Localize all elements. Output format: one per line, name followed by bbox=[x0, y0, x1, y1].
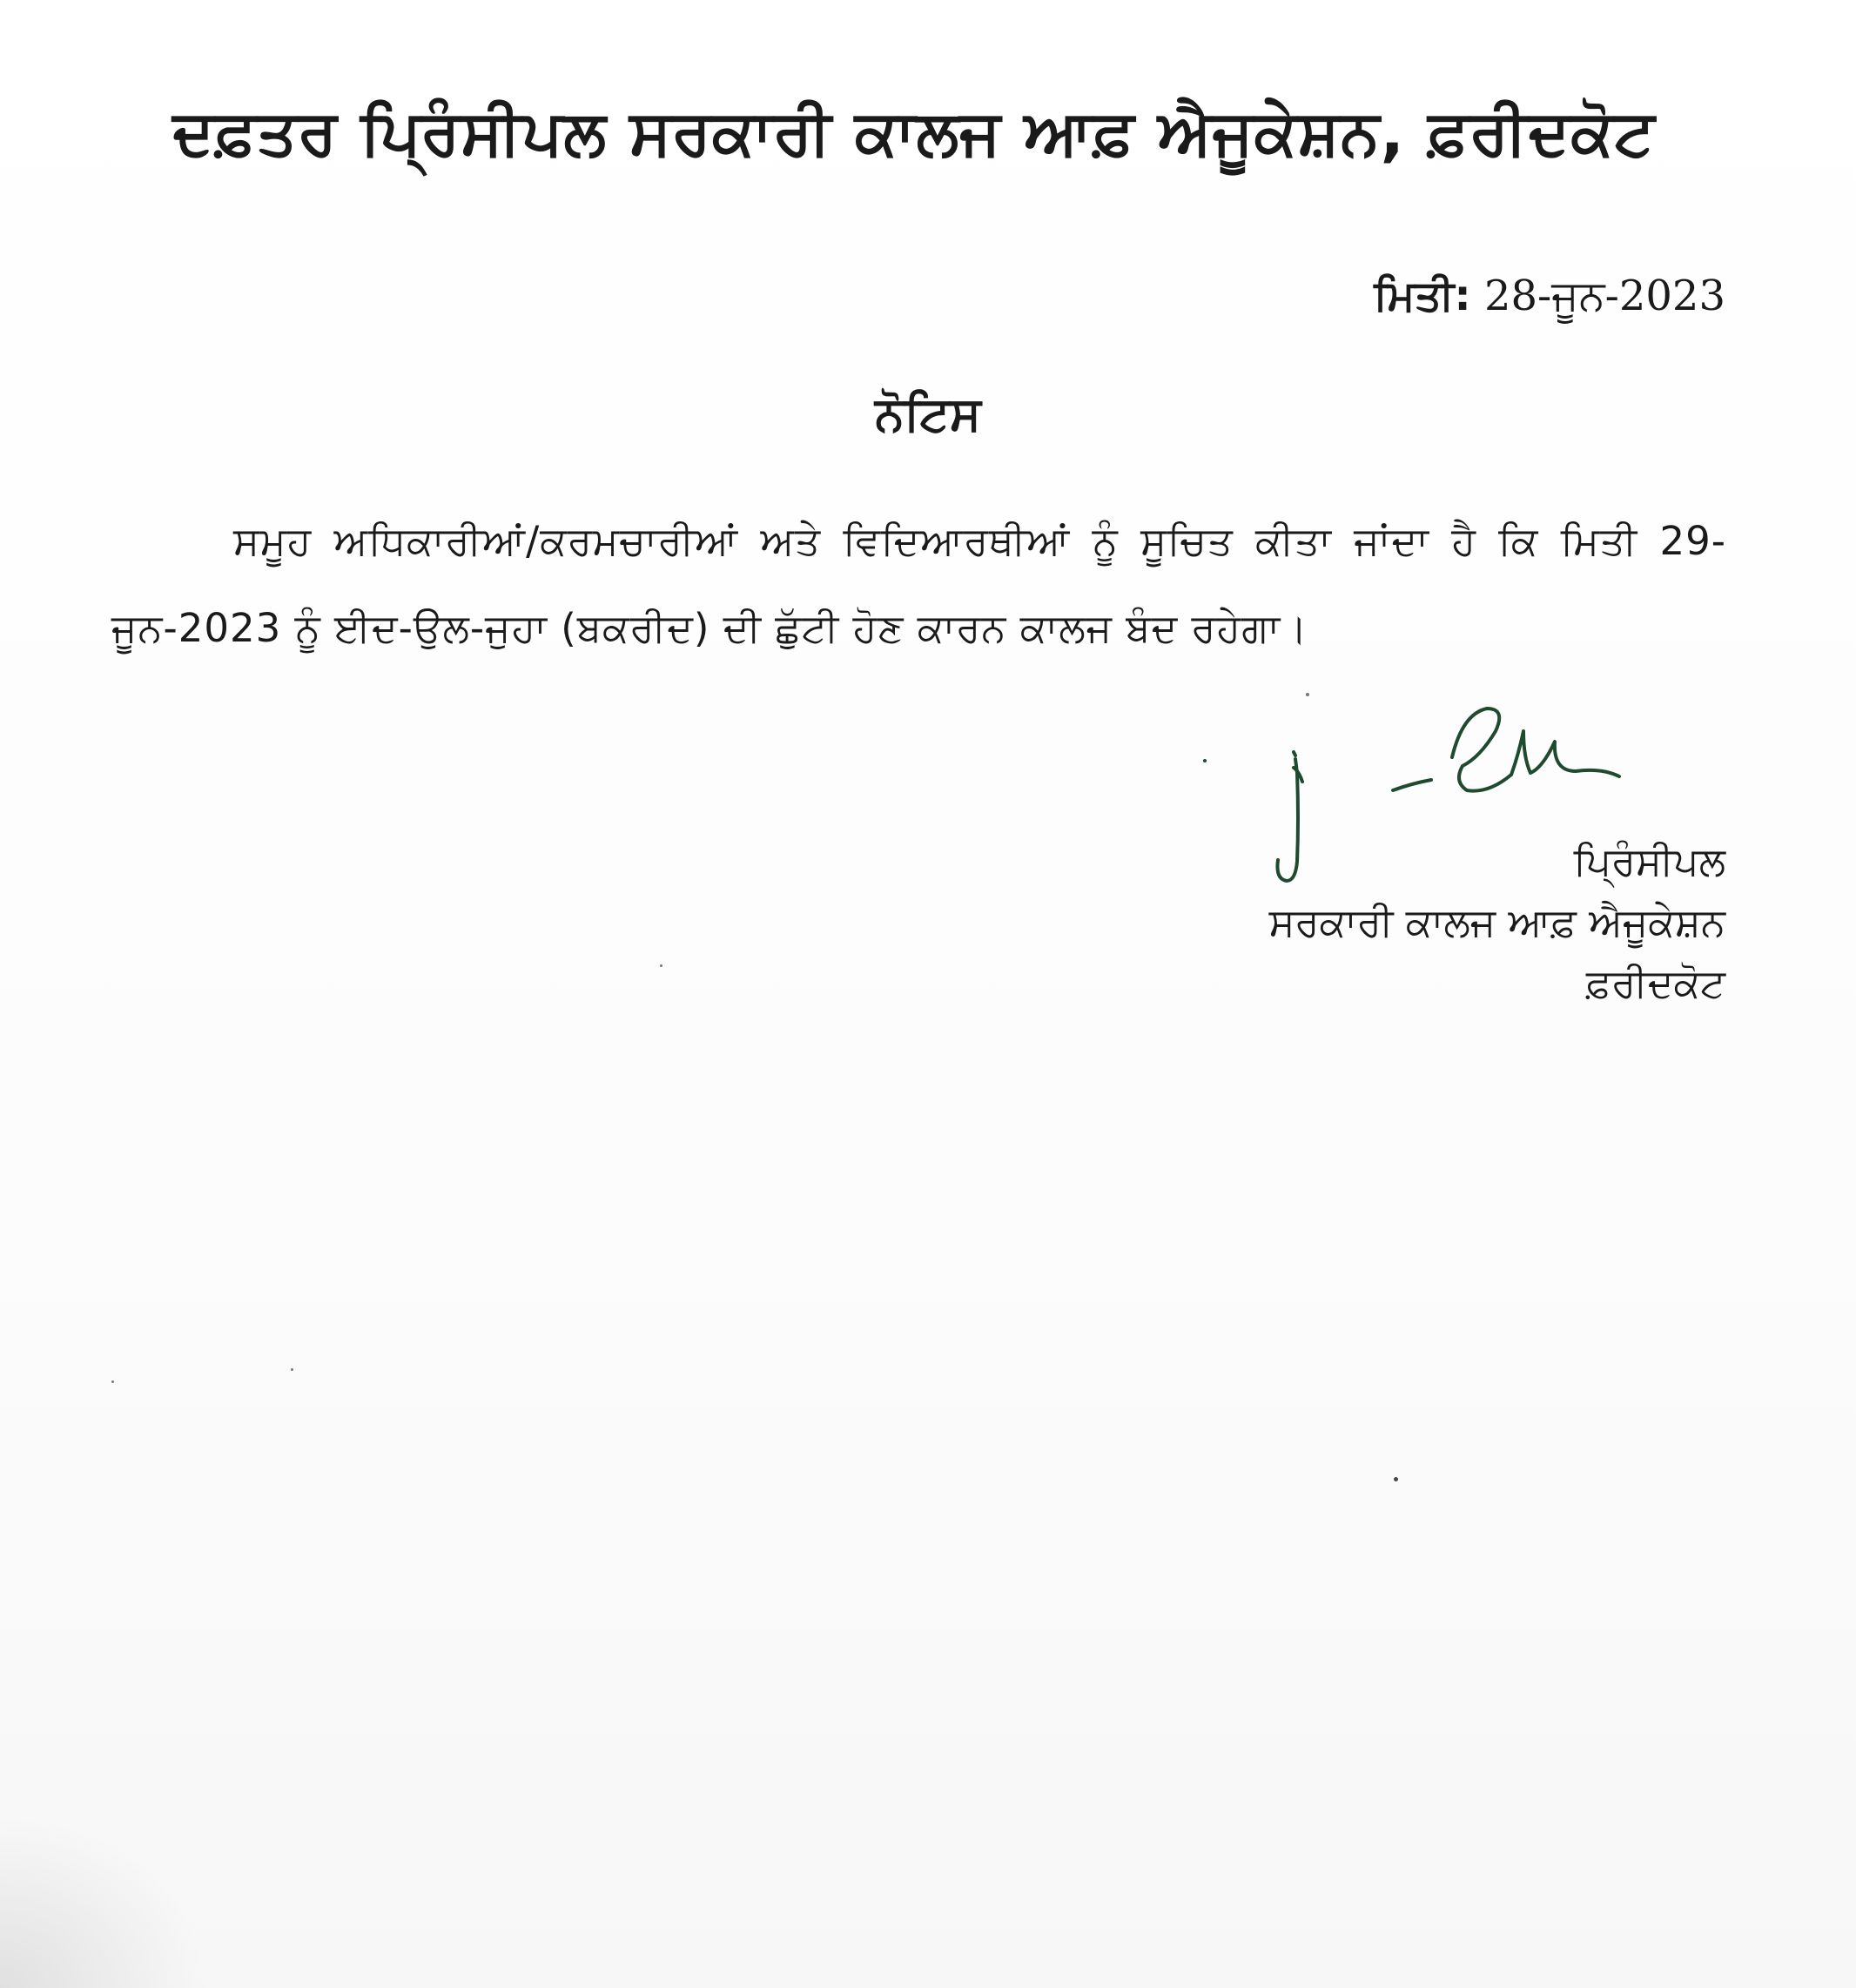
paper-speck bbox=[291, 1368, 293, 1371]
notice-body: ਸਮੂਹ ਅਧਿਕਾਰੀਆਂ/ਕਰਮਚਾਰੀਆਂ ਅਤੇ ਵਿਦਿਆਰਥੀਆਂ ਨੂੰ ਸੂਚਿਤ ਕੀਤਾ ਜਾਂਦਾ ਹੈ ਕਿ ਮਿਤੀ 29-ਜੂਨ-2023 ਨੂੰ ਈਦ-ਉਲ-ਜੁਹਾ (ਬਕਰੀਦ) ਦੀ ਛੁੱਟੀ ਹੋਣ ਕਾਰਨ ਕਾਲਜ ਬੰਦ ਰਹੇਗਾ। bbox=[111, 518, 1726, 651]
date-label: ਮਿਤੀ: bbox=[1374, 272, 1471, 320]
date-value: 28-ਜੂਨ-2023 bbox=[1483, 272, 1725, 320]
paper-speck bbox=[1306, 693, 1309, 696]
signatory-city: ਫ਼ਰੀਦਕੋਟ bbox=[1585, 960, 1725, 1006]
paper-speck bbox=[1394, 1477, 1398, 1481]
office-heading: ਦਫ਼ਤਰ ਪ੍ਰਿੰਸੀਪਲ ਸਰਕਾਰੀ ਕਾਲਜ ਆਫ਼ ਐਜੂਕੇਸ਼ਨ, ਫ਼ਰੀਦਕੋਟ bbox=[172, 96, 1656, 169]
paper-shadow bbox=[0, 1814, 209, 1988]
notice-title: ਨੋਟਿਸ bbox=[875, 386, 981, 441]
paper-speck bbox=[111, 1380, 114, 1383]
paper-speck bbox=[660, 964, 662, 967]
date-line bbox=[1374, 272, 1725, 321]
signatory-block bbox=[1269, 831, 1725, 1014]
signatory-designation: ਪ੍ਰਿੰਸੀਪਲ bbox=[1573, 838, 1725, 884]
signatory-institution: ਸਰਕਾਰੀ ਕਾਲਜ ਆਫ਼ ਐਜੂਕੇਸ਼ਨ bbox=[1268, 899, 1725, 945]
